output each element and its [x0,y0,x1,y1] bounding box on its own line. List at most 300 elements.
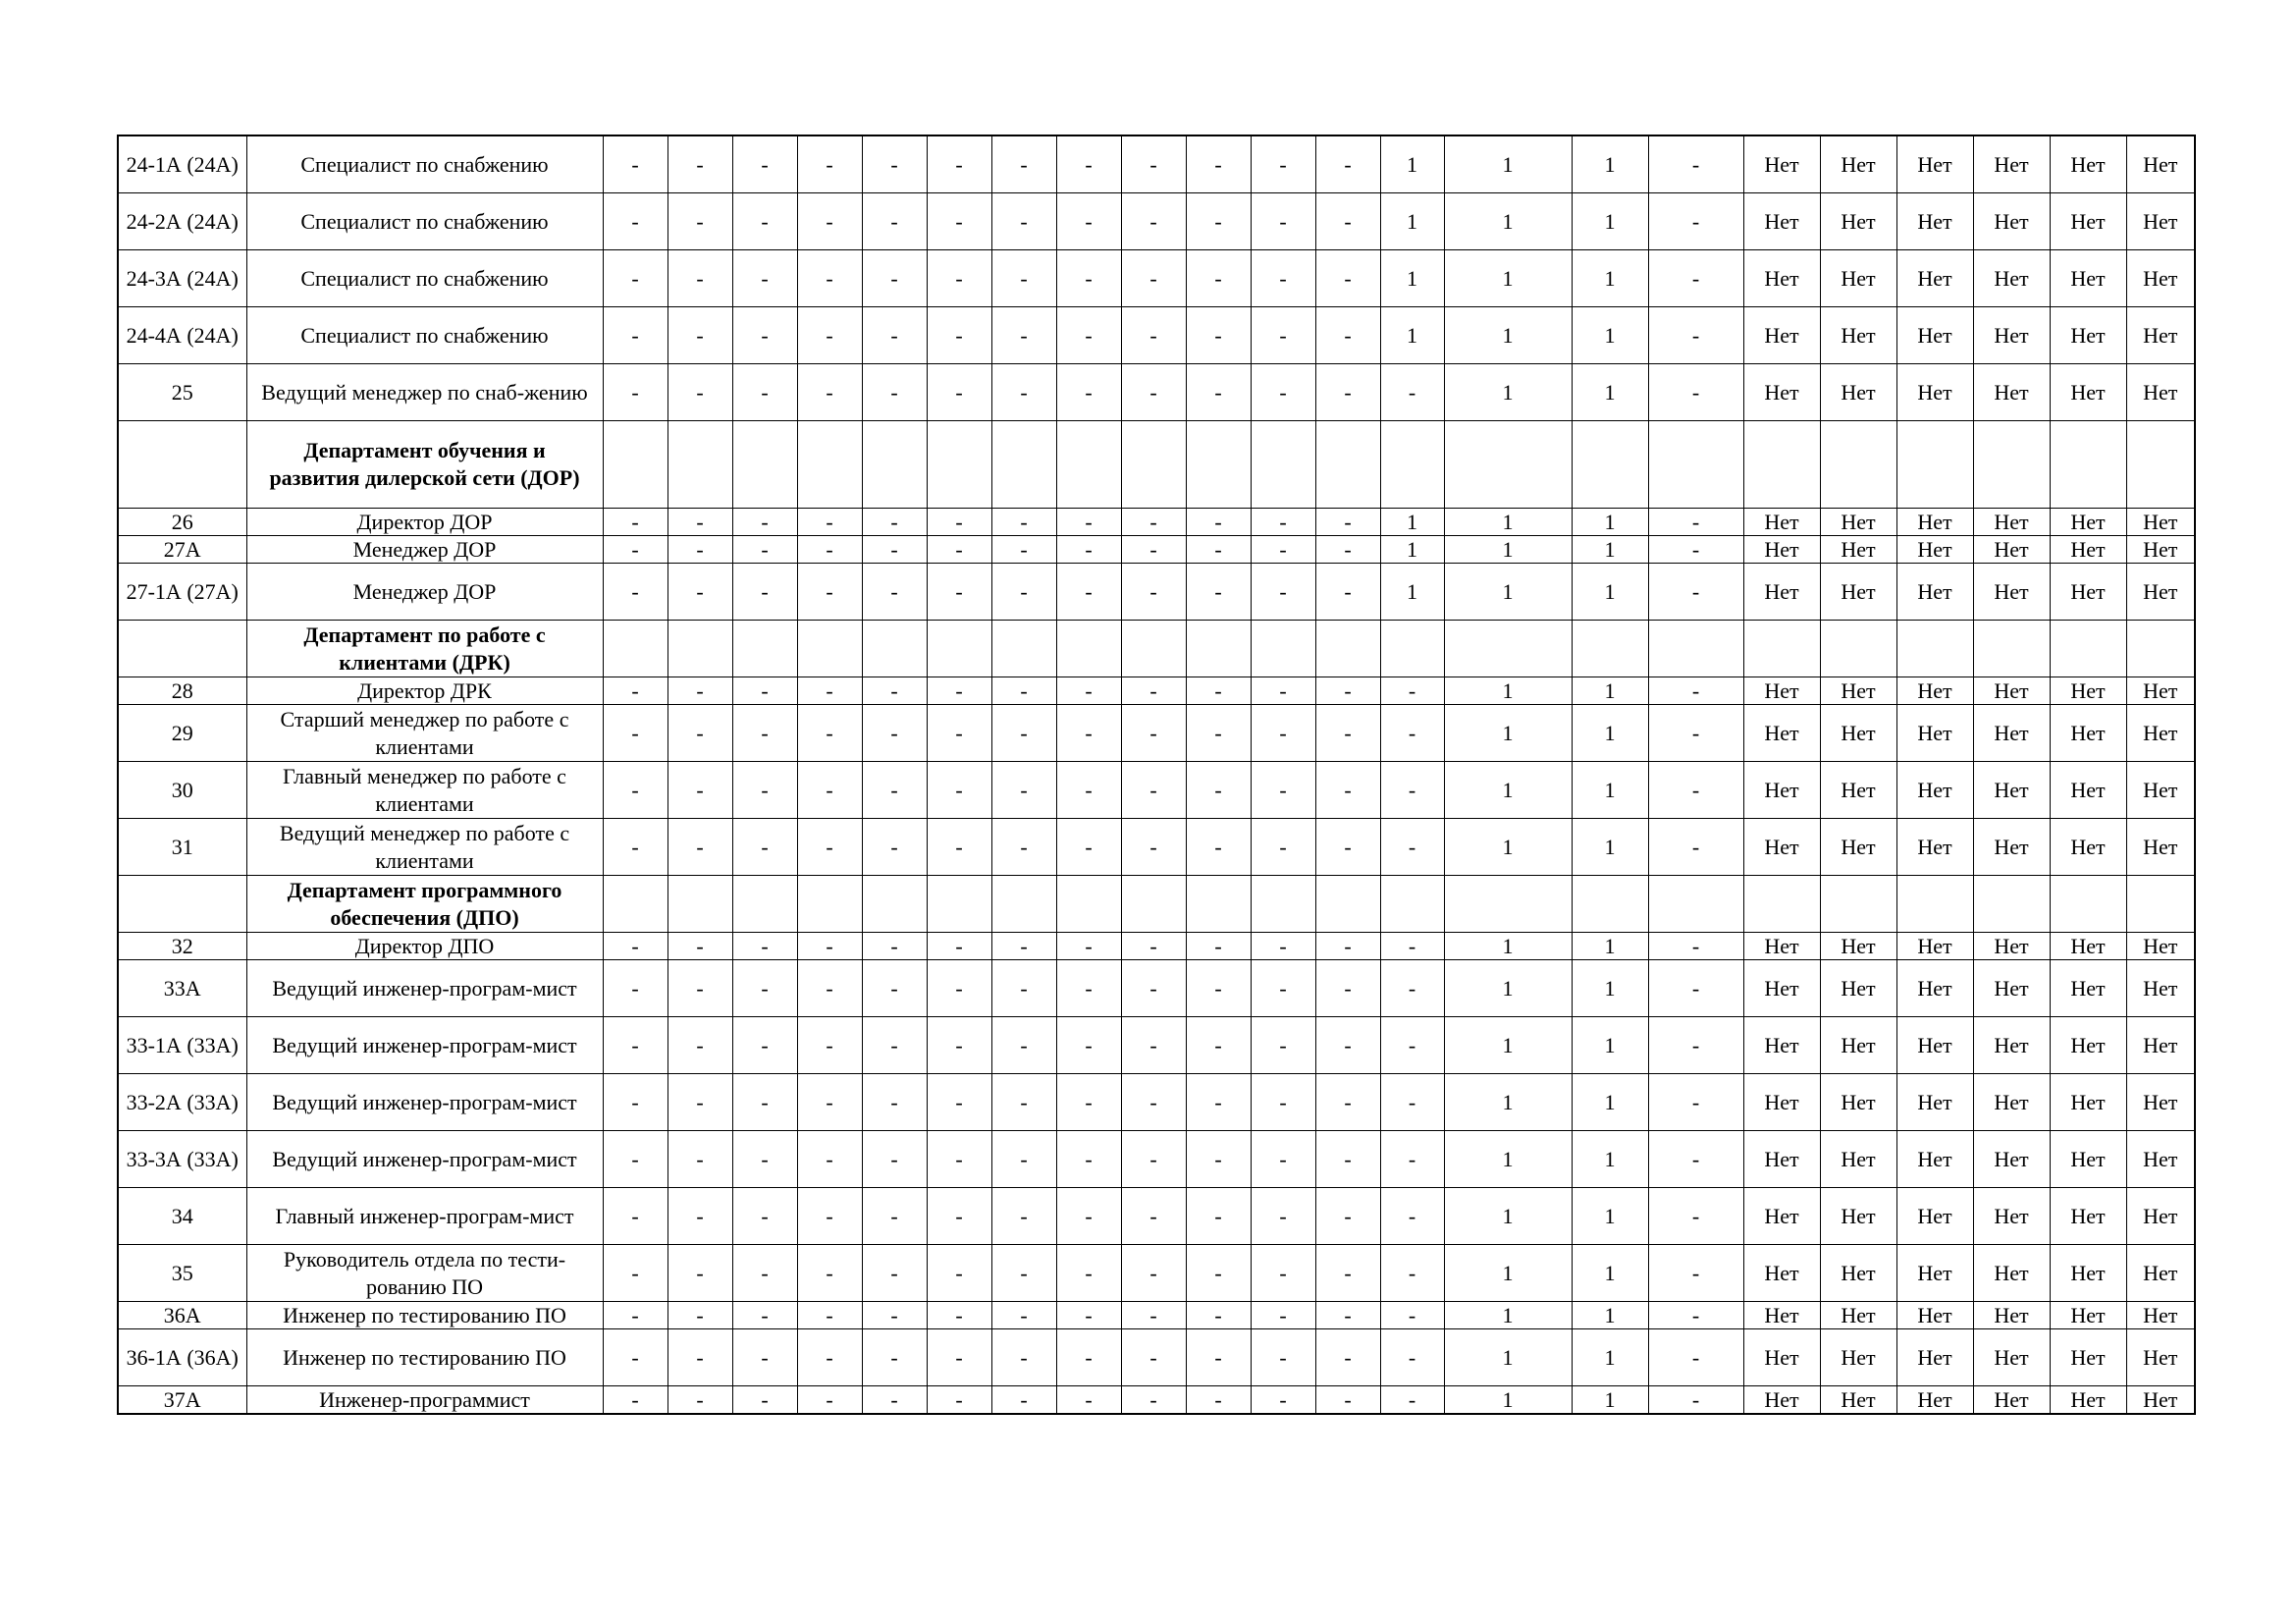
value-cell: - [1648,1017,1743,1074]
value-cell: - [1056,1131,1121,1188]
value-cell: Нет [1896,536,1973,564]
value-cell: - [1186,1329,1251,1386]
table-body [118,135,2195,1414]
position-name-cell: Главный инженер-програм-мист [246,1188,603,1245]
value-cell: - [1186,960,1251,1017]
value-cell: - [732,509,797,536]
value-cell: - [732,1074,797,1131]
value-cell: - [1186,1074,1251,1131]
value-cell: - [1648,1302,1743,1329]
value-cell: - [1121,509,1186,536]
value-cell [1743,621,1820,677]
position-name-cell: Директор ДРК [246,677,603,705]
workplace-table [117,135,2196,1415]
value-cell [667,621,732,677]
value-cell: - [1315,1386,1380,1415]
value-cell: Нет [2126,1017,2195,1074]
value-cell: - [797,1386,862,1415]
value-cell: - [797,1329,862,1386]
value-cell: Нет [1743,536,1820,564]
value-cell: - [797,1188,862,1245]
value-cell: - [862,1302,927,1329]
value-cell: Нет [1896,705,1973,762]
value-cell: - [1251,933,1315,960]
value-cell [1444,876,1572,933]
value-cell: - [927,536,991,564]
value-cell: Нет [1820,307,1896,364]
table-row [118,1017,2195,1074]
value-cell: 1 [1572,250,1648,307]
row-id-cell: 33А [118,960,246,1017]
value-cell: - [1251,677,1315,705]
value-cell: - [1251,705,1315,762]
value-cell [1820,421,1896,509]
value-cell: - [1056,933,1121,960]
value-cell [1380,621,1444,677]
value-cell: - [1186,564,1251,621]
value-cell: - [1251,1074,1315,1131]
value-cell: - [667,933,732,960]
value-cell [667,876,732,933]
value-cell: - [862,564,927,621]
value-cell: - [1056,564,1121,621]
value-cell: Нет [1820,1074,1896,1131]
value-cell: - [991,1017,1056,1074]
value-cell: Нет [2050,193,2126,250]
value-cell [1648,876,1743,933]
row-id-cell: 31 [118,819,246,876]
department-name-cell: Департамент программного обеспечения (ДПО) [246,876,603,933]
value-cell: - [667,1245,732,1302]
value-cell: 1 [1572,1074,1648,1131]
value-cell: - [603,509,667,536]
value-cell: 1 [1572,933,1648,960]
value-cell [1572,621,1648,677]
value-cell: 1 [1572,819,1648,876]
value-cell: - [1121,1131,1186,1188]
value-cell: - [1315,307,1380,364]
value-cell: - [1121,1245,1186,1302]
value-cell: - [732,1131,797,1188]
table-row [118,1386,2195,1415]
position-name-cell: Директор ДОР [246,509,603,536]
value-cell: Нет [1973,509,2050,536]
value-cell: Нет [1743,1386,1820,1415]
value-cell: - [732,960,797,1017]
value-cell: - [862,677,927,705]
value-cell: Нет [2126,1131,2195,1188]
value-cell: Нет [1973,135,2050,193]
department-name-cell: Департамент обучения и развития дилерской сети (ДОР) [246,421,603,509]
table-row [118,677,2195,705]
value-cell: Нет [1820,677,1896,705]
value-cell: Нет [1896,677,1973,705]
value-cell: Нет [1820,193,1896,250]
value-cell: - [1186,933,1251,960]
value-cell: - [1251,1302,1315,1329]
value-cell: 1 [1572,1245,1648,1302]
value-cell: - [732,135,797,193]
value-cell [1186,876,1251,933]
value-cell: 1 [1572,364,1648,421]
value-cell: - [862,819,927,876]
value-cell: Нет [1820,1188,1896,1245]
value-cell: - [1251,960,1315,1017]
position-name-cell: Инженер по тестированию ПО [246,1329,603,1386]
value-cell: Нет [1973,762,2050,819]
value-cell: Нет [1896,193,1973,250]
value-cell: - [797,1074,862,1131]
value-cell: Нет [2050,509,2126,536]
value-cell: - [603,564,667,621]
value-cell: Нет [1743,1245,1820,1302]
value-cell: - [927,250,991,307]
value-cell: - [732,307,797,364]
value-cell: - [1056,364,1121,421]
value-cell: - [1380,677,1444,705]
value-cell: - [1121,762,1186,819]
value-cell: Нет [1896,762,1973,819]
value-cell: - [1648,762,1743,819]
value-cell: - [991,1329,1056,1386]
value-cell: Нет [1743,564,1820,621]
value-cell: Нет [2050,364,2126,421]
value-cell: Нет [1896,307,1973,364]
value-cell: - [991,1302,1056,1329]
value-cell: - [927,193,991,250]
value-cell: - [797,762,862,819]
value-cell: - [991,762,1056,819]
value-cell [1743,421,1820,509]
value-cell: - [1056,819,1121,876]
value-cell: - [991,1386,1056,1415]
value-cell: Нет [2050,1302,2126,1329]
value-cell: - [927,933,991,960]
value-cell: Нет [2050,536,2126,564]
value-cell [797,621,862,677]
value-cell: - [991,1131,1056,1188]
value-cell: Нет [1820,1131,1896,1188]
position-name-cell: Ведущий инженер-програм-мист [246,960,603,1017]
table-row [118,509,2195,536]
value-cell: Нет [1973,1302,2050,1329]
value-cell: - [603,536,667,564]
value-cell: Нет [1820,1245,1896,1302]
row-id-cell: 34 [118,1188,246,1245]
value-cell: - [1186,819,1251,876]
value-cell: Нет [1743,364,1820,421]
value-cell: 1 [1444,819,1572,876]
row-id-cell: 35 [118,1245,246,1302]
value-cell: 1 [1572,193,1648,250]
value-cell: - [1251,1329,1315,1386]
value-cell: - [797,960,862,1017]
value-cell: 1 [1444,1017,1572,1074]
value-cell: - [1056,677,1121,705]
value-cell: - [797,536,862,564]
value-cell: Нет [2050,677,2126,705]
value-cell: - [927,705,991,762]
value-cell: - [991,819,1056,876]
position-name-cell: Ведущий инженер-програм-мист [246,1017,603,1074]
value-cell [927,421,991,509]
value-cell: - [1121,960,1186,1017]
value-cell: 1 [1380,564,1444,621]
value-cell: Нет [2126,364,2195,421]
value-cell: Нет [1896,933,1973,960]
value-cell: Нет [1973,1386,2050,1415]
position-name-cell: Специалист по снабжению [246,193,603,250]
value-cell: - [1315,1017,1380,1074]
value-cell: 1 [1572,1188,1648,1245]
value-cell: - [1121,1017,1186,1074]
value-cell: Нет [1820,250,1896,307]
value-cell [797,421,862,509]
value-cell: 1 [1380,307,1444,364]
value-cell: - [732,250,797,307]
value-cell: - [603,135,667,193]
value-cell: - [862,307,927,364]
value-cell: - [732,819,797,876]
value-cell: - [927,1131,991,1188]
value-cell: Нет [1820,1017,1896,1074]
row-id-cell: 36-1А (36А) [118,1329,246,1386]
value-cell: - [862,509,927,536]
value-cell: - [1648,509,1743,536]
value-cell: - [1056,762,1121,819]
value-cell: Нет [1743,762,1820,819]
value-cell: - [732,933,797,960]
value-cell: Нет [1973,1131,2050,1188]
value-cell: - [732,677,797,705]
value-cell: Нет [1743,250,1820,307]
row-id-cell [118,421,246,509]
value-cell: - [991,250,1056,307]
value-cell: 1 [1444,193,1572,250]
value-cell: - [603,193,667,250]
value-cell: - [603,1386,667,1415]
table-row [118,193,2195,250]
table-row [118,1074,2195,1131]
value-cell [1121,421,1186,509]
value-cell: - [862,1074,927,1131]
value-cell: Нет [2050,564,2126,621]
value-cell: - [797,1017,862,1074]
value-cell: 1 [1444,307,1572,364]
value-cell: Нет [1896,1131,1973,1188]
value-cell [1572,876,1648,933]
value-cell: - [991,536,1056,564]
value-cell: - [1380,364,1444,421]
value-cell: - [1186,250,1251,307]
value-cell: - [1648,1245,1743,1302]
value-cell: - [1380,762,1444,819]
table-row [118,1131,2195,1188]
value-cell: Нет [1743,1329,1820,1386]
value-cell: - [1121,193,1186,250]
value-cell: - [603,819,667,876]
value-cell: - [1315,1245,1380,1302]
value-cell: - [1121,364,1186,421]
value-cell [1186,421,1251,509]
value-cell: 1 [1380,536,1444,564]
value-cell: - [667,960,732,1017]
value-cell: - [667,1329,732,1386]
value-cell [2050,621,2126,677]
table-row [118,564,2195,621]
value-cell: - [1315,193,1380,250]
value-cell: - [1315,705,1380,762]
value-cell: - [1315,1302,1380,1329]
value-cell: 1 [1572,536,1648,564]
value-cell: - [667,250,732,307]
value-cell: Нет [1743,933,1820,960]
value-cell: - [667,307,732,364]
value-cell: - [667,1131,732,1188]
value-cell: 1 [1380,509,1444,536]
value-cell: - [991,509,1056,536]
value-cell: Нет [1973,1329,2050,1386]
value-cell: Нет [1896,564,1973,621]
value-cell: 1 [1572,135,1648,193]
value-cell: Нет [2050,933,2126,960]
value-cell: - [1056,1386,1121,1415]
value-cell: - [1121,135,1186,193]
row-id-cell: 24-3А (24А) [118,250,246,307]
value-cell: - [1315,1329,1380,1386]
value-cell: - [1251,135,1315,193]
value-cell: - [862,762,927,819]
value-cell: 1 [1444,1329,1572,1386]
value-cell: - [1121,250,1186,307]
value-cell [603,421,667,509]
value-cell: - [1380,1074,1444,1131]
value-cell: - [732,1245,797,1302]
value-cell: - [1648,1131,1743,1188]
value-cell [1444,621,1572,677]
value-cell [1056,421,1121,509]
value-cell: - [1648,1386,1743,1415]
value-cell: - [1186,677,1251,705]
value-cell: - [1121,1188,1186,1245]
value-cell: 1 [1572,960,1648,1017]
value-cell: 1 [1444,1131,1572,1188]
value-cell [667,421,732,509]
value-cell: - [927,564,991,621]
value-cell: Нет [1820,135,1896,193]
value-cell: 1 [1444,564,1572,621]
value-cell: 1 [1444,677,1572,705]
value-cell: - [991,960,1056,1017]
value-cell: - [797,1302,862,1329]
value-cell [732,421,797,509]
value-cell: - [862,1329,927,1386]
value-cell: - [1186,509,1251,536]
value-cell: 1 [1444,536,1572,564]
value-cell: - [862,135,927,193]
value-cell: - [667,509,732,536]
value-cell: Нет [1743,1131,1820,1188]
value-cell: Нет [1896,1386,1973,1415]
value-cell: - [1251,1386,1315,1415]
row-id-cell: 27-1А (27А) [118,564,246,621]
value-cell: - [1056,1245,1121,1302]
value-cell: 1 [1572,509,1648,536]
value-cell: - [603,1017,667,1074]
value-cell: - [862,705,927,762]
value-cell: Нет [2050,250,2126,307]
value-cell: - [1251,536,1315,564]
value-cell: Нет [1820,960,1896,1017]
value-cell: - [797,705,862,762]
value-cell: - [797,564,862,621]
value-cell: Нет [1820,762,1896,819]
value-cell: - [1121,933,1186,960]
value-cell: - [1315,1131,1380,1188]
table-row [118,1302,2195,1329]
value-cell: Нет [1743,509,1820,536]
value-cell: - [1121,705,1186,762]
value-cell: - [667,705,732,762]
value-cell [1973,621,2050,677]
value-cell: - [1648,364,1743,421]
value-cell [603,621,667,677]
value-cell [2126,421,2195,509]
value-cell: - [862,933,927,960]
value-cell: - [862,193,927,250]
position-name-cell: Специалист по снабжению [246,307,603,364]
value-cell: Нет [1896,960,1973,1017]
row-id-cell: 24-2А (24А) [118,193,246,250]
value-cell: - [1186,135,1251,193]
value-cell: Нет [1820,819,1896,876]
value-cell [1572,421,1648,509]
value-cell [732,876,797,933]
value-cell: - [1251,307,1315,364]
value-cell: - [797,509,862,536]
value-cell: - [603,364,667,421]
position-name-cell: Ведущий инженер-програм-мист [246,1074,603,1131]
value-cell: 1 [1444,1074,1572,1131]
value-cell: - [1121,1329,1186,1386]
value-cell: - [862,960,927,1017]
value-cell: - [1315,509,1380,536]
value-cell [1820,621,1896,677]
value-cell: 1 [1380,250,1444,307]
value-cell: - [603,307,667,364]
value-cell: - [1648,307,1743,364]
value-cell: - [603,1302,667,1329]
value-cell: 1 [1444,1386,1572,1415]
value-cell: - [1056,1074,1121,1131]
value-cell: - [1648,193,1743,250]
position-name-cell: Ведущий менеджер по снаб-жению [246,364,603,421]
row-id-cell: 24-4А (24А) [118,307,246,364]
value-cell: - [1380,1245,1444,1302]
value-cell: - [1186,1386,1251,1415]
value-cell [927,621,991,677]
department-header-row [118,876,2195,933]
value-cell: - [1315,762,1380,819]
value-cell [603,876,667,933]
value-cell: - [667,677,732,705]
value-cell: - [927,819,991,876]
position-name-cell: Старший менеджер по работе с клиентами [246,705,603,762]
value-cell: - [1315,933,1380,960]
value-cell: - [927,1074,991,1131]
value-cell: - [1315,364,1380,421]
value-cell: - [991,705,1056,762]
